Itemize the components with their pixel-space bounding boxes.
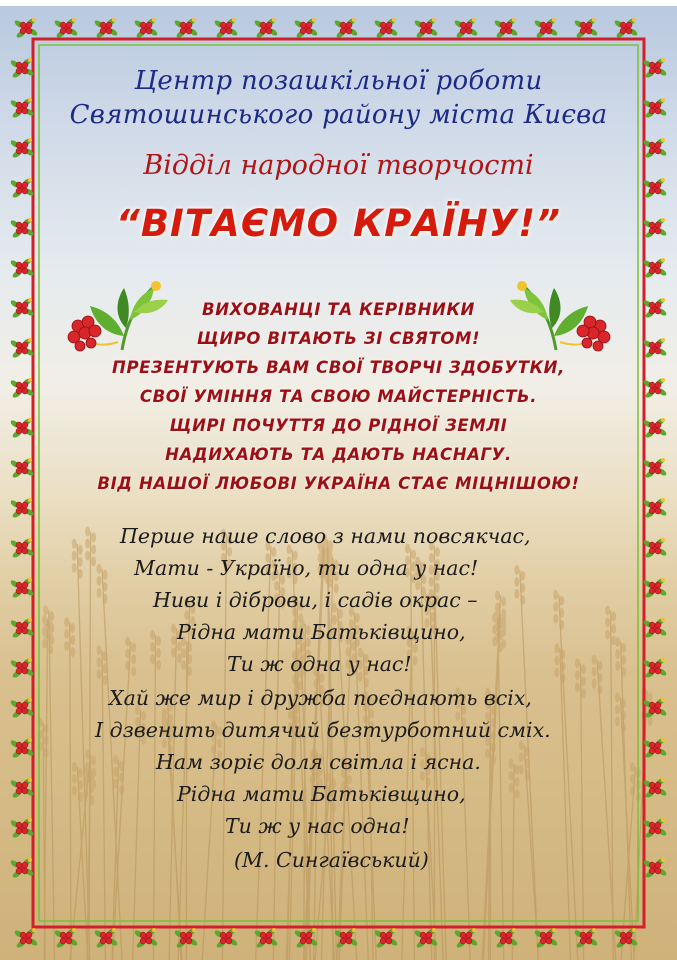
poem-line-9: Рідна мати Батьківщино,: [177, 782, 466, 806]
frame-flower-icon: [13, 927, 38, 949]
frame-flower-icon: [133, 17, 158, 39]
frame-flower-icon: [253, 17, 278, 39]
main-title: “ВІТАЄМО КРАЇНУ!”: [116, 202, 561, 245]
frame-flower-icon: [453, 17, 478, 39]
frame-flower-icon: [493, 17, 518, 39]
frame-flower-icon: [642, 817, 667, 839]
greeting-line-3: ПРЕЗЕНТУЮТЬ ВАМ СВОЇ ТВОРЧІ ЗДОБУТКИ,: [112, 358, 565, 377]
poem-line-5: Ти ж одна у нас!: [227, 652, 412, 676]
frame-flower-icon: [642, 497, 667, 519]
frame-flower-icon: [9, 697, 34, 719]
frame-flower-icon: [9, 817, 34, 839]
department-name: Відділ народної творчості: [143, 150, 534, 181]
frame-flower-icon: [373, 17, 398, 39]
greeting-line-5: ЩИРІ ПОЧУТТЯ ДО РІДНОЇ ЗЕМЛІ: [169, 416, 508, 435]
poem-author: (М. Сингаївський): [234, 848, 429, 872]
poster: [0, 6, 677, 960]
poem-line-7: І дзвенить дитячий безтурботний сміх.: [95, 718, 551, 742]
frame-flower-icon: [9, 777, 34, 799]
greeting-line-7: ВІД НАШОЇ ЛЮБОВІ УКРАЇНА СТАЄ МІЦНІШОЮ!: [97, 474, 580, 493]
frame-flower-icon: [642, 577, 667, 599]
poem-line-10: Ти ж у нас одна!: [225, 814, 410, 838]
frame-flower-icon: [642, 617, 667, 639]
poem-line-1: Перше наше слово з нами повсякчас,: [120, 524, 531, 548]
frame-flower-icon: [9, 737, 34, 759]
frame-flower-icon: [9, 657, 34, 679]
frame-flower-icon: [293, 17, 318, 39]
greeting-line-6: НАДИХАЮТЬ ТА ДАЮТЬ НАСНАГУ.: [165, 445, 512, 464]
poem-line-3: Ниви і діброви, і садів окрас –: [153, 588, 478, 612]
frame-flower-icon: [333, 17, 358, 39]
frame-flower-icon: [9, 497, 34, 519]
poem-line-6: Хай же мир і дружба поєднають всіх,: [109, 686, 532, 710]
frame-flower-icon: [333, 927, 358, 949]
frame-flower-icon: [642, 537, 667, 559]
frame-flower-icon: [373, 927, 398, 949]
frame-flower-icon: [9, 257, 34, 279]
frame-flower-icon: [9, 857, 34, 879]
frame-flower-icon: [642, 737, 667, 759]
frame-flower-icon: [533, 927, 558, 949]
frame-flower-icon: [9, 537, 34, 559]
frame-flower-icon: [493, 927, 518, 949]
greeting-line-4: СВОЇ УМІННЯ ТА СВОЮ МАЙСТЕРНІСТЬ.: [139, 387, 538, 406]
poem-line-8: Нам зоріє доля світла і ясна.: [156, 750, 481, 774]
poem-line-4: Рідна мати Батьківщино,: [177, 620, 466, 644]
greeting-line-2: ЩИРО ВІТАЮТЬ ЗІ СВЯТОМ!: [196, 329, 481, 348]
frame-flower-icon: [133, 927, 158, 949]
frame-flower-icon: [53, 927, 78, 949]
frame-flower-icon: [9, 617, 34, 639]
frame-flower-icon: [213, 927, 238, 949]
frame-flower-icon: [93, 927, 118, 949]
frame-flower-icon: [9, 577, 34, 599]
frame-flower-icon: [453, 927, 478, 949]
greeting-line-1: ВИХОВАНЦІ ТА КЕРІВНИКИ: [202, 300, 475, 319]
frame-flower-icon: [613, 927, 638, 949]
frame-flower-icon: [213, 17, 238, 39]
frame-flower-icon: [533, 17, 558, 39]
frame-flower-icon: [13, 17, 38, 39]
frame-flower-icon: [53, 17, 78, 39]
frame-flower-icon: [642, 257, 667, 279]
frame-flower-icon: [413, 927, 438, 949]
frame-flower-icon: [173, 17, 198, 39]
organization-name-line1: Центр позашкільної роботи: [134, 66, 543, 96]
frame-flower-icon: [293, 927, 318, 949]
frame-flower-icon: [573, 927, 598, 949]
frame-flower-icon: [642, 697, 667, 719]
frame-flower-icon: [642, 657, 667, 679]
frame-flower-icon: [253, 927, 278, 949]
frame-flower-icon: [573, 17, 598, 39]
frame-flower-icon: [93, 17, 118, 39]
frame-flower-icon: [613, 17, 638, 39]
frame-flower-icon: [413, 17, 438, 39]
frame-flower-icon: [173, 927, 198, 949]
frame-flower-icon: [642, 777, 667, 799]
organization-name-line2: Святошинського району міста Києва: [69, 100, 608, 130]
poem-line-2: Мати - Україно, ти одна у нас!: [134, 556, 479, 580]
frame-flower-icon: [642, 857, 667, 879]
